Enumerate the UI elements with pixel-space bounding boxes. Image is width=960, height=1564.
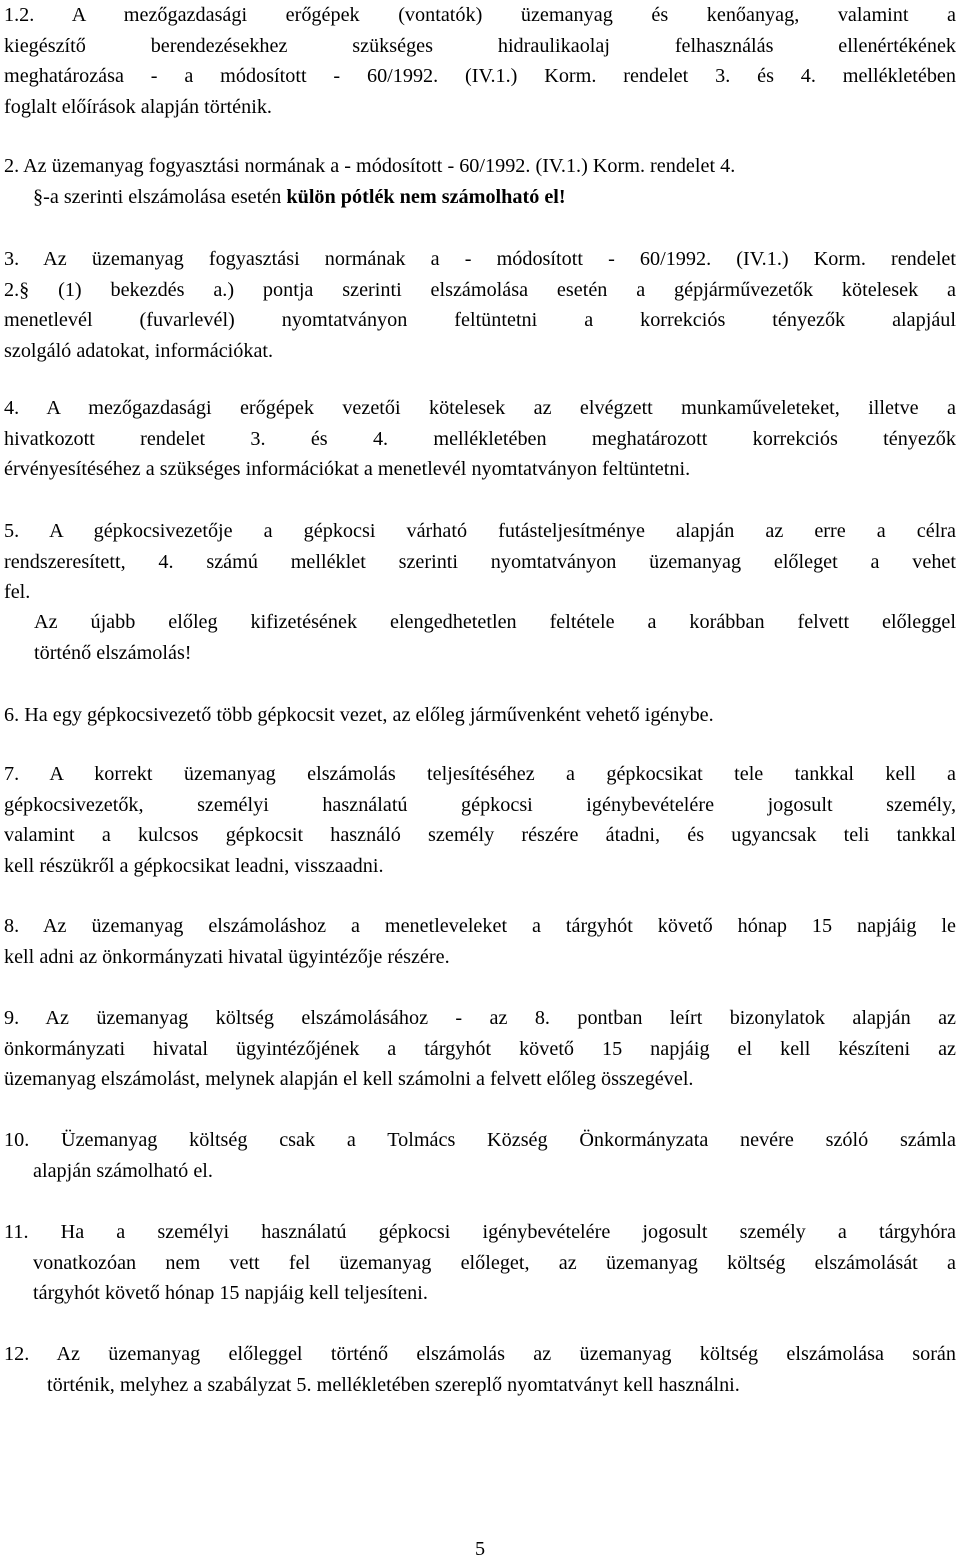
paragraph-12 xyxy=(4,1339,956,1400)
paragraph-2 xyxy=(4,151,956,212)
paragraph-6 xyxy=(4,700,956,731)
paragraph-line: 8. Az üzemanyag elszámoláshoz a menetleveleket a tárgyhót követő hónap 15 napjáig le xyxy=(4,915,956,937)
paragraph-line: 4. A mezőgazdasági erőgépek vezetői kötelesek az elvégzett munkaműveleteket, illetve a xyxy=(4,397,956,419)
paragraph-line: 1.2. A mezőgazdasági erőgépek (vontatók) üzemanyag és kenőanyag, valamint a xyxy=(4,4,956,26)
paragraph-line: 9. Az üzemanyag költség elszámolásához - az 8. pontban leírt bizonylatok alapján az xyxy=(4,1007,956,1029)
page-number: 5 xyxy=(474,1538,486,1560)
paragraph-9 xyxy=(4,1003,956,1095)
paragraph-line: menetlevél (fuvarlevél) nyomtatványon feltüntetni a korrekciós tényezők alapjául xyxy=(4,309,956,331)
paragraph-4 xyxy=(4,393,956,485)
paragraph-5-note xyxy=(4,607,956,668)
paragraph-line: foglalt előírások alapján történik. xyxy=(4,95,272,118)
paragraph-10 xyxy=(4,1125,956,1186)
paragraph-line: 7. A korrekt üzemanyag elszámolás teljesítéséhez a gépkocsikat tele tankkal kell a xyxy=(4,763,956,785)
paragraph-7 xyxy=(4,759,956,881)
paragraph-11 xyxy=(4,1217,956,1309)
paragraph-line: 5. A gépkocsivezetője a gépkocsi várható futásteljesítménye alapján az erre a célra xyxy=(4,520,956,542)
paragraph-line: történő elszámolás! xyxy=(34,641,192,664)
paragraph-line: kell adni az önkormányzati hivatal ügyintézője részére. xyxy=(4,945,450,968)
text-bold: külön pótlék nem számolható el! xyxy=(286,185,566,208)
paragraph-5 xyxy=(4,516,956,608)
paragraph-line: rendszeresített, 4. számú melléklet szerinti nyomtatványon üzemanyag előleget a vehet xyxy=(4,550,956,573)
paragraph-line: 11. Ha a személyi használatú gépkocsi igénybevételére jogosult személy a tárgyhóra xyxy=(4,1221,956,1243)
paragraph-line: Az újabb előleg kifizetésének elengedhetetlen feltétele a korábban felvett előleggel xyxy=(34,611,956,633)
paragraph-line: üzemanyag elszámolást, melynek alapján el kell számolni a felvett előleg összegével. xyxy=(4,1068,694,1090)
paragraph-1-2 xyxy=(4,0,956,122)
paragraph-3 xyxy=(4,244,956,366)
paragraph-line: 10. Üzemanyag költség csak a Tolmács Község Önkormányzata nevére szóló számla xyxy=(4,1129,956,1151)
paragraph-line: önkormányzati hivatal ügyintézőjének a tárgyhót követő 15 napjáig el kell készíteni az xyxy=(4,1037,956,1060)
paragraph-line: 3. Az üzemanyag fogyasztási normának a - módosított - 60/1992. (IV.1.) Korm. rendelet xyxy=(4,248,956,270)
paragraph-line: gépkocsivezetők, személyi használatú gépkocsi igénybevételére jogosult személy, xyxy=(4,793,956,816)
paragraph-line: érvényesítéséhez a szükséges információkat a menetlevél nyomtatványon feltüntetni. xyxy=(4,458,691,480)
paragraph-line: 12. Az üzemanyag előleggel történő elszámolás az üzemanyag költség elszámolása során xyxy=(4,1343,956,1365)
paragraph-line: kell részükről a gépkocsikat leadni, visszaadni. xyxy=(4,854,384,877)
paragraph-8 xyxy=(4,911,956,972)
paragraph-line: vonatkozóan nem vett fel üzemanyag előleget, az üzemanyag költség elszámolását a xyxy=(33,1251,956,1274)
paragraph-line: 6. Ha egy gépkocsivezető több gépkocsit vezet, az előleg járművenként vehető igénybe. xyxy=(4,704,714,726)
paragraph-line: történik, melyhez a szabályzat 5. mellékletében szereplő nyomtatványt kell használni. xyxy=(47,1373,740,1396)
paragraph-line: 2.§ (1) bekezdés a.) pontja szerinti elszámolása esetén a gépjárművezetők kötelesek a xyxy=(4,278,956,301)
paragraph-line: 2. Az üzemanyag fogyasztási normának a - módosított - 60/1992. (IV.1.) Korm. rendelet 4. xyxy=(4,155,736,177)
paragraph-line: meghatározása - a módosított - 60/1992. (IV.1.) Korm. rendelet 3. és 4. mellékletében xyxy=(4,65,956,87)
text-normal: §-a szerinti elszámolása esetén xyxy=(33,185,287,208)
paragraph-line: szolgáló adatokat, információkat. xyxy=(4,339,274,362)
paragraph-line: valamint a kulcsos gépkocsit használó személy részére átadni, és ugyancsak teli tankkal xyxy=(4,824,956,846)
paragraph-line: hivatkozott rendelet 3. és 4. mellékletében meghatározott korrekciós tényezők xyxy=(4,427,956,450)
paragraph-line: kiegészítő berendezésekhez szükséges hidraulikaolaj felhasználás ellenértékének xyxy=(4,34,956,57)
paragraph-line xyxy=(4,182,956,213)
paragraph-line: fel. xyxy=(4,581,31,603)
paragraph-line: tárgyhót követő hónap 15 napjáig kell teljesíteni. xyxy=(33,1282,428,1304)
paragraph-line: alapján számolható el. xyxy=(33,1159,213,1182)
